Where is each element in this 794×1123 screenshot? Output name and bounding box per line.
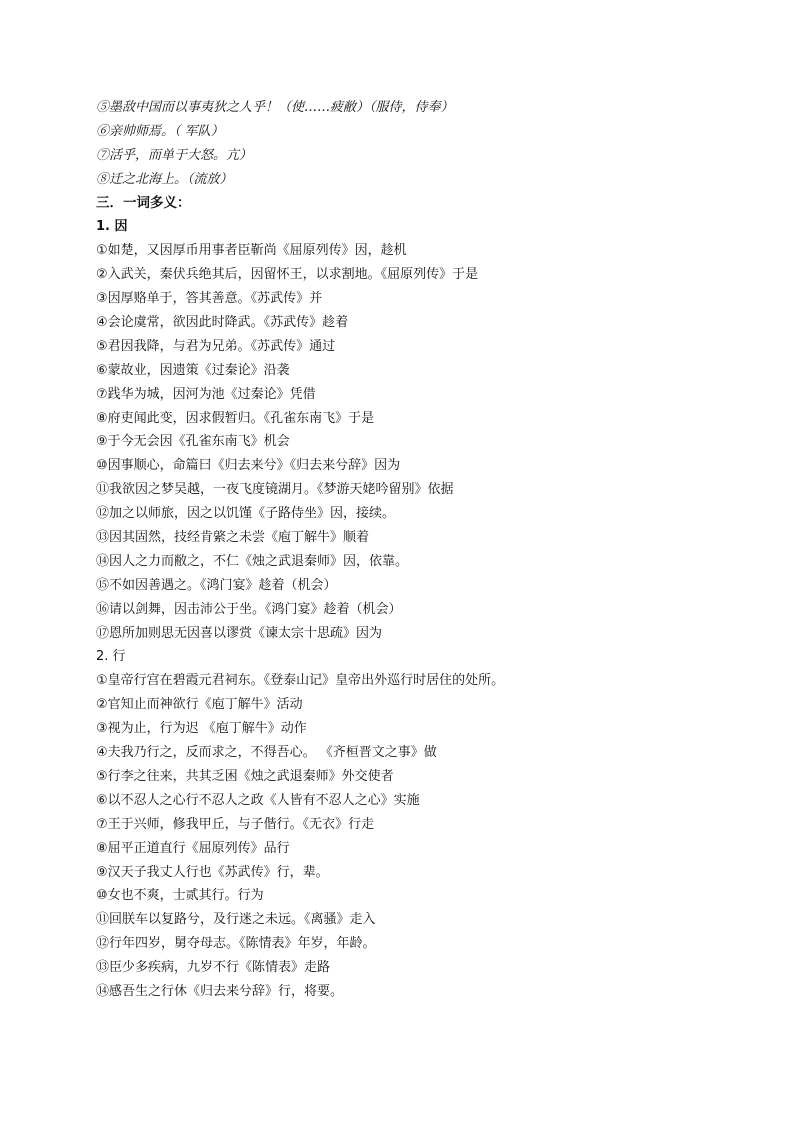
list-item: ⑨于今无会因《孔雀东南飞》机会: [96, 434, 290, 450]
list-item: ⑫加之以师旅，因之以饥馑《子路侍坐》因，接续。: [96, 506, 396, 522]
top-items: [96, 96, 736, 192]
list-item: ⑦王于兴师，修我甲丘，与子偕行。《无衣》行走: [96, 816, 375, 832]
section-heading: 三．一词多义：: [96, 194, 191, 211]
list-item: ⑬臣少多疾病，九岁不行《陈情表》走路: [96, 960, 331, 976]
list-item: ⑧屈平正道直行《屈原列传》品行: [96, 840, 290, 856]
top-item: ⑦活乎，而单于大怒。亢）: [96, 147, 253, 163]
word-2-title: 2. 行: [96, 649, 126, 665]
word-1-title: 1. 因: [96, 219, 128, 235]
top-item: ⑤墨敌中国而以事夷狄之人乎！（使……疲敝）（服侍，侍奉）: [96, 100, 454, 115]
list-item: ⑩因事顺心，命篇曰《归去来兮》《归去来兮辞》因为: [96, 458, 401, 474]
list-item: ⑮不如因善遇之。《鸿门宴》趁着（机会）: [96, 577, 337, 593]
list-item: ①皇帝行宫在碧霞元君祠东。《登泰山记》皇帝出外巡行时居住的处所。: [96, 673, 505, 689]
list-item: ⑪我欲因之梦吴越，一夜飞度镜湖月。《梦游天姥吟留别》依据: [96, 482, 454, 498]
top-item: ⑧迁之北海上。（流放）: [96, 171, 233, 187]
list-item: ⑰恩所加则思无因喜以谬赏《谏太宗十思疏》因为: [96, 625, 383, 641]
list-item: ⑬因其固然，技经肯綮之未尝《庖丁解牛》顺着: [96, 530, 370, 546]
list-item: ⑭因人之力而敝之，不仁《烛之武退秦师》因，依靠。: [96, 553, 409, 569]
document-page: [96, 96, 736, 1004]
list-item: ⑪回朕车以复路兮，及行迷之未远。《离骚》走入: [96, 912, 376, 928]
list-item: ②入武关，秦伏兵绝其后，因留怀王，以求割地。《屈原列传》于是: [96, 267, 479, 283]
list-item: ⑥以不忍人之心行不忍人之政《人皆有不忍人之心》实施: [96, 792, 420, 808]
list-item: ④会论虞常，欲因此时降武。《苏武传》趁着: [96, 315, 349, 331]
list-item: ②官知止而神欲行《庖丁解牛》活动: [96, 697, 303, 713]
list-item: ③视为止，行为迟 《庖丁解牛》动作: [96, 721, 307, 737]
list-item: ⑯请以剑舞，因击沛公于坐。《鸿门宴》趁着（机会）: [96, 601, 402, 617]
top-item: ⑥亲帅师焉。（ 军队）: [96, 123, 224, 139]
list-item: ⑫行年四岁，舅夺母志。《陈情表》年岁，年龄。: [96, 936, 376, 952]
list-item: ④夫我乃行之，反而求之，不得吾心。 《齐桓晋文之事》做: [96, 745, 437, 761]
word-2-items: [96, 669, 736, 1003]
list-item: ⑨汉天子我丈人行也《苏武传》行，辈。: [96, 864, 329, 880]
list-item: ⑧府吏闻此变，因求假暂归。《孔雀东南飞》于是: [96, 410, 375, 426]
list-item: ⑤行李之往来，共其乏困《烛之武退秦师》外交使者: [96, 768, 394, 784]
list-item: ⑥蒙故业，因遗策《过秦论》沿袭: [96, 362, 290, 378]
list-item: ⑤君因我降，与君为兄弟。《苏武传》通过: [96, 338, 336, 354]
list-item: ⑭感吾生之行休《归去来兮辞》行，将要。: [96, 983, 344, 999]
list-item: ③因厚赂单于，答其善意。《苏武传》并: [96, 291, 323, 307]
list-item: ⑩女也不爽，士贰其行。行为: [96, 888, 264, 904]
list-item: ①如楚，又因厚币用事者臣靳尚《屈原列传》因，趁机: [96, 243, 407, 259]
word-1-items: [96, 239, 736, 645]
list-item: ⑦践华为城，因河为池《过秦论》凭借: [96, 386, 316, 402]
